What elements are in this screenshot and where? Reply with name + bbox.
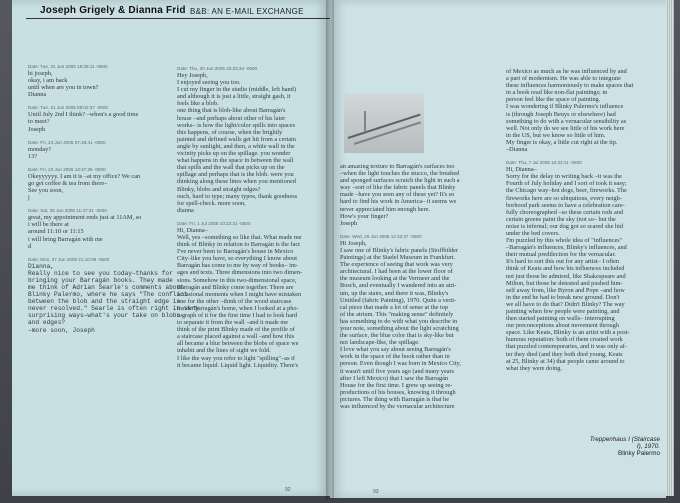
- email-line: um, up the stairs, and there it was, Blinky's: [340, 289, 449, 297]
- email-line: an amazing texture to Barragán's surfaces too: [340, 163, 455, 170]
- email-line: dianna: [177, 206, 194, 214]
- email-date: Date: Fri, 1 Jul 2005 10:33:31 -0500: [177, 220, 251, 226]
- email-line: it became liquid. Liquid light. Liquidity. There's: [177, 361, 299, 369]
- email-line: Dianna: [28, 91, 47, 99]
- email-line: I was wondering if Blinky Palermo's influence: [506, 103, 624, 111]
- email-line: Hi Joseph,: [340, 239, 367, 247]
- email-line: okay, i am back: [28, 77, 68, 85]
- email-line: what happens in the space in between the wall: [177, 157, 294, 165]
- email-line: spillage and perhaps that is the blob. were you: [177, 171, 294, 179]
- email-message: [340, 163, 488, 227]
- email-line: Bosch, and eventually I wandered into an atri-: [340, 282, 457, 290]
- email-line: ter they died (and they both died young, Keats: [506, 350, 623, 358]
- email-message: [506, 68, 656, 153]
- email-line: hard to find his work in America– it seems we: [340, 198, 457, 206]
- caption-artist: Blinky Palermo: [618, 450, 660, 457]
- photo-stair-line: [364, 111, 366, 131]
- email-line: –more soon, Joseph: [28, 326, 95, 334]
- email-line: pictures. The thing with Barragán is that he: [340, 395, 450, 403]
- email-line: for spell-check. more soon,: [177, 199, 246, 207]
- email-line: we all have to do that? Didn't Blinky? The way: [506, 300, 625, 308]
- email-line: painted and defined walls get hit from a certain: [177, 135, 296, 143]
- email-line: what they were doing.: [506, 364, 562, 372]
- email-line: between the blob and the straight edge is: [28, 298, 181, 306]
- email-line: and sponged surfaces scratch the light in such a: [340, 177, 460, 185]
- email-line: of Mexico as much as he was influenced by and: [506, 68, 627, 75]
- email-line: in the US, but we know so little of him.: [506, 131, 606, 139]
- email-line: to separate it from the wall –and it made me: [177, 319, 289, 327]
- email-line: around 11:10 or 11:15: [28, 228, 84, 236]
- email-message: [28, 64, 168, 98]
- email-date: Date: Fri, 24 Jun 2005 13:47:26 -0500: [28, 166, 106, 172]
- email-line: house –and perhaps about other of his later: [177, 114, 286, 122]
- email-line: –Dianna: [506, 146, 528, 154]
- email-line: fully choreographed –so these certain reds and: [506, 208, 624, 216]
- email-line: Joseph: [28, 125, 46, 133]
- email-line: thinking along these lines when you mentioned: [177, 178, 296, 186]
- email-line: Blinky, blobs and straight edges?: [177, 185, 261, 193]
- email-line: is (through Joseph Beuys or elsewhere) had: [506, 110, 616, 118]
- email-date: Date: Tue, 21 Jun 2005 15:35:11 -0500: [28, 64, 108, 69]
- email-message: [28, 167, 168, 201]
- section-header: B&B: AN E-MAIL EXCHANGE: [190, 7, 304, 16]
- email-line: ages and texts. Three dimensions into two dimen-: [177, 269, 303, 277]
- email-line: something to do with a vernacular sensibility as: [506, 117, 627, 125]
- email-date: Date: Wed, 29 Jun 2005 12:43:37 -0500: [340, 233, 422, 239]
- email-line: Barragán and Blinky come together. There are: [177, 283, 294, 291]
- email-message: [177, 221, 313, 369]
- email-line: monday?: [28, 145, 52, 153]
- email-date: Date: Fri, 24 Jun 2005 07:46:41 -0500: [28, 139, 106, 145]
- column-b: [177, 66, 313, 376]
- email-line: way –sort of like the fabric panels that Blinky: [340, 184, 456, 192]
- email-line: cal piece that made a lot of sense at the top: [340, 303, 449, 311]
- email-line: has something to do with what you describe in: [340, 317, 458, 325]
- email-line: humous reputation: both of them created work: [506, 336, 623, 344]
- email-line: Barragán has come to me by way of books– im-: [177, 262, 298, 270]
- email-line: I love what you say about seeing Barragán's: [340, 346, 451, 354]
- email-message: [28, 140, 168, 160]
- email-line: My finger is okay, a little cut right at the tip.: [506, 138, 618, 146]
- email-message: [28, 256, 199, 334]
- email-line: of the atrium. This "making sense" definitely: [340, 310, 454, 318]
- email-line: the museum looking at the Vermeer and the: [340, 275, 450, 283]
- email-line: not just those he admired, like Shakespeare and: [506, 272, 626, 280]
- header-rule: [26, 18, 330, 19]
- email-line: I saw one of Blinky's fabric panels (Stoffbilder: [340, 246, 459, 254]
- email-line: Okeyyyyyy. I am it is –at my office? We can: [28, 172, 141, 180]
- email-message: [340, 234, 488, 410]
- email-line: and edges?: [28, 319, 66, 327]
- email-line: in the end he had to break new ground. Don't: [506, 293, 620, 301]
- email-line: –Barragán's influences, Blinky's influences, and: [506, 244, 627, 252]
- email-line: Really nice to see you today–thanks for: [28, 269, 173, 277]
- email-date: Date: Thu, 7 Jul 2005 15:33:11 -0500: [506, 160, 582, 166]
- email-line: person feel like the space of painting.: [506, 96, 601, 104]
- email-line: inhabit and the lines of sight we fold.: [177, 347, 271, 355]
- email-line: City–like you have, so everything I know about: [177, 255, 297, 263]
- email-line: was influenced by the vernacular architecture: [340, 403, 455, 410]
- email-line: until when are you in town?: [28, 84, 99, 92]
- email-line: the surface, the blue color that is sky-like but: [340, 332, 454, 340]
- page-edges: [666, 0, 674, 496]
- email-line: Paintings) at the Stadel Museum in Frankfurt.: [340, 254, 456, 262]
- email-line: House for the first time. I grew up seeing re-: [340, 381, 453, 389]
- email-line: i will bring Barragán with me: [28, 235, 103, 243]
- email-line: Joseph: [340, 219, 358, 227]
- email-line: painting when few people were painting, and: [506, 308, 620, 315]
- email-line: I'm puzzled by this whole idea of "influences": [506, 237, 623, 245]
- email-line: work in the space of the book rather than in: [340, 353, 450, 361]
- email-line: at 25, Blinky at 34) that people came around to: [506, 357, 625, 365]
- email-message: [177, 66, 313, 214]
- email-line: See you soon,: [28, 187, 64, 195]
- email-line: bringing your Barragán books. They made: [28, 276, 173, 284]
- email-line: after I left Mexico) that I saw the Barragán: [340, 374, 449, 382]
- email-line: Hi, Dianna–: [177, 226, 208, 234]
- email-line: person. Even though I was born in Mexico City,: [340, 360, 461, 368]
- column-d: [506, 68, 656, 379]
- email-message: [506, 160, 656, 372]
- email-line: tograph of it for the first time I had to look hard: [177, 312, 298, 319]
- email-line: feels like a blob.: [177, 100, 219, 108]
- email-line: think of Keats and how his influences included: [506, 265, 625, 273]
- email-line: Hi, Dianna–: [506, 166, 537, 174]
- email-date: Date: Sat, 25 Jun 2005 11:47:31 -0500: [28, 208, 107, 214]
- email-line: 13?: [28, 152, 38, 160]
- email-line: d: [28, 242, 32, 250]
- email-date: Date: Tue, 21 Jun 2005 08:02:37 -0500: [28, 105, 108, 111]
- staircase-photo: [344, 93, 424, 153]
- email-line: a part of modernism. He was able to integrate: [506, 75, 621, 83]
- email-line: noise is infernal; our dog got so scared she hid: [506, 222, 623, 230]
- email-line: that spills and the wall that picks up on the: [177, 164, 285, 172]
- caption-title: Treppenhaus I (Staircase I), 1970.: [589, 436, 660, 450]
- email-line: these influences harmoniously to make spaces that: [506, 82, 634, 90]
- email-line: sions. Somehow in this two-dimensional space,: [177, 276, 297, 284]
- email-line: productions of his houses, knowing it through: [340, 388, 456, 396]
- page-number-right: 93: [373, 489, 379, 495]
- email-line: vicinity picks up on the spillage. you wonder: [177, 150, 291, 158]
- authors-header: Joseph Grigely & Dianna Frid: [40, 5, 186, 16]
- email-line: all became a blur between the blobs of space we: [177, 340, 299, 348]
- email-line: j: [28, 194, 30, 202]
- email-line: architectural. I had been at the lower floor of: [340, 268, 453, 276]
- email-line: that puzzled contemporaries, and it was only af-: [506, 343, 627, 351]
- email-line: think of Blinky in relation to Barragán is the fact: [177, 241, 300, 249]
- email-line: a staircase placed against a wall –and how this: [177, 333, 295, 341]
- email-line: it wasn't until five years ago (and many years: [340, 367, 455, 375]
- email-line: one thing that is blob-like about Barragán's: [177, 107, 286, 115]
- email-line: never resolved." Searle is often right in very: [28, 305, 199, 313]
- email-line: occasional moments when I might have mistaken: [177, 290, 302, 298]
- email-line: well. Not only do we see little of his work here: [506, 124, 625, 132]
- email-date: Date: Mon, 27 Jun 2005 21:10:09 -0500: [28, 256, 110, 262]
- email-line: your note, something about the light scratching: [340, 324, 459, 332]
- figure-caption: [588, 436, 660, 457]
- email-line: Hey Joseph,: [177, 72, 208, 79]
- email-line: How's your finger?: [340, 212, 389, 220]
- email-line: to meet?: [28, 118, 50, 126]
- email-line: –when the light touches the stucco, the brushed: [340, 170, 460, 178]
- email-line: and although it is just a little, straight gash, it: [177, 93, 291, 101]
- email-line: I've never been to Barragán's house in Mexico: [177, 248, 294, 256]
- email-line: surprising ways–what's your take on blobs: [28, 312, 181, 320]
- email-line: under the bed covers.: [506, 229, 560, 237]
- email-line: think of the print Blinky made of the profile of: [177, 326, 295, 334]
- email-line: in a book read like non-flat paintings; in: [506, 89, 608, 97]
- column-c: [340, 163, 488, 417]
- email-line: works– is how the light/color spills into spaces: [177, 121, 296, 129]
- email-line: inside Barragán's home, when I looked at a pho-: [177, 304, 299, 312]
- email-line: Well, yes –something so like that. What made me: [177, 233, 302, 241]
- email-line: then started painting on walls– interrupting: [506, 315, 615, 323]
- email-line: made –have you seen any of these yet? It's so: [340, 191, 455, 199]
- email-line: one for the other –think of the wood staircase: [177, 297, 292, 305]
- email-line: Untitled (fabric Painting), 1970. Quite a verti-: [340, 296, 457, 304]
- email-line: space. Like Keats, Blinky is an artist with a post-: [506, 329, 630, 337]
- email-date: Date: Thu, 30 Jun 2005 23:23:34 -0500: [177, 66, 258, 71]
- email-line: the Chicago way–hot dogs, beer, fireworks. The: [506, 187, 627, 195]
- email-line: hi joseph,: [28, 70, 53, 77]
- email-line: go get coffee & tea from there–: [28, 179, 108, 187]
- email-line: not landscape-like, the spillage.: [340, 339, 420, 347]
- email-line: angle by sunlight, and then, a white wall in the: [177, 142, 295, 150]
- email-line: Fourth of July holiday and I sort of took it easy;: [506, 180, 627, 188]
- email-message: [28, 208, 168, 249]
- email-line: ouch, hard to type; many typos, thank goodness: [177, 192, 298, 200]
- email-line: Until July 2nd I think? –when's a good time: [28, 111, 139, 119]
- email-line: their mutual predilection for the vernacular.: [506, 251, 616, 259]
- email-line: self away from, like Byron and Pope –and how: [506, 286, 625, 294]
- email-line: Sorry for the delay in writing back –it was the: [506, 173, 622, 181]
- book-gutter: [326, 0, 334, 500]
- email-line: borhood park seems to have a celebration care-: [506, 201, 625, 209]
- page-number-left: 92: [285, 487, 291, 493]
- email-line: I cut my finger in the studio (middle, left hand): [177, 86, 296, 94]
- email-line: me think of Adrian Searle's comments about: [28, 283, 184, 291]
- email-line: It's hard to sort this out for any artist– I often: [506, 258, 620, 266]
- email-line: i will be there at: [28, 221, 69, 229]
- email-line: Dianna,: [28, 262, 54, 270]
- email-line: I enjoyed seeing you too.: [177, 79, 241, 87]
- email-line: our preconceptions about movement through: [506, 322, 619, 330]
- email-line: certain greens paint the sky (not so– but the: [506, 215, 616, 223]
- email-line: I like the way you refer to light "spilling"–as if: [177, 354, 295, 362]
- email-line: fireworks here are so ubiquitous, every neigh-: [506, 194, 622, 202]
- email-line: The experience of seeing that work was very: [340, 261, 453, 269]
- email-line: great, my appointment ends just at 11AM, so: [28, 214, 142, 222]
- email-line: never appreciated him enough here.: [340, 205, 431, 213]
- email-line: this happens, of course, when the brightly: [177, 128, 283, 136]
- email-message: [28, 105, 168, 132]
- email-line: Blinky Palermo, where he says "The conflict: [28, 291, 188, 299]
- email-line: Milton, but those he detested and pushed him-: [506, 279, 623, 287]
